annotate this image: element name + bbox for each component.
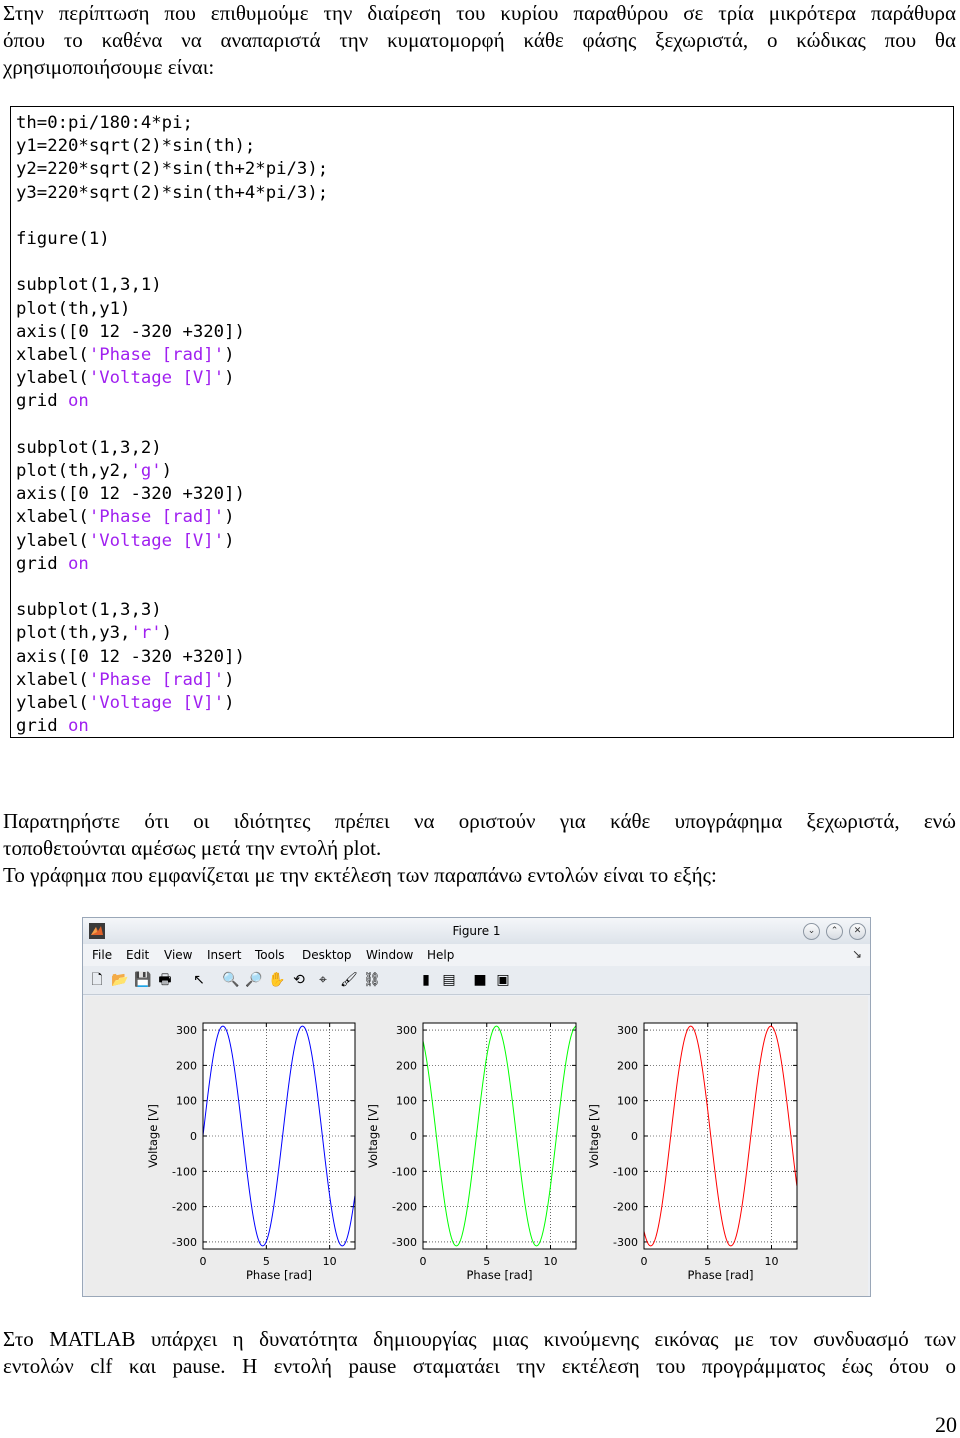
plot-area	[423, 1023, 576, 1249]
outro-paragraph	[3, 1326, 956, 1380]
x-axis-label: Phase [rad]	[687, 1268, 754, 1282]
menu-window[interactable]: Window	[366, 948, 414, 962]
x-tick-label: 0	[199, 1255, 207, 1268]
outro-line: εντολών clf και pause. Η εντολή pause σταματάει την εκτέλεση του προγράμματος έως ότου ο	[3, 1354, 956, 1378]
code-line: axis([0 12 -320 +320])	[16, 321, 245, 342]
x-tick-label: 10	[322, 1255, 337, 1268]
close-icon[interactable]: ✕	[849, 923, 866, 940]
subplots-svg	[85, 996, 868, 1296]
code-blank-line	[16, 205, 328, 228]
rotate-icon[interactable]: ⟲	[293, 972, 305, 988]
y-tick-label: 100	[617, 1094, 638, 1108]
code-line: subplot(1,3,1)	[16, 275, 162, 296]
code-line: ylabel('Voltage [V]')	[16, 530, 235, 551]
x-tick-label: 5	[704, 1255, 712, 1268]
y-tick-label: 200	[617, 1059, 638, 1073]
code-line: y2=220*sqrt(2)*sin(th+2*pi/3);	[16, 159, 329, 180]
y-axis-label: Voltage [V]	[587, 1104, 601, 1168]
window-title: Figure 1	[452, 924, 501, 938]
y-tick-label: -100	[172, 1165, 197, 1179]
y-tick-label: -100	[613, 1165, 638, 1179]
intro-line: Στην περίπτωση που επιθυμούμε την διαίρεση του κυρίου παραθύρου σε τρία μικρότερα παράθυρα	[3, 1, 956, 25]
code-line: axis([0 12 -320 +320])	[16, 484, 245, 505]
code-line: grid on	[16, 716, 89, 737]
code-line: y3=220*sqrt(2)*sin(th+4*pi/3);	[16, 182, 329, 203]
x-tick-label: 5	[262, 1255, 270, 1268]
figure-canvas	[85, 996, 868, 1296]
menu-view[interactable]: View	[164, 948, 193, 962]
code-line: xlabel('Phase [rad]')	[16, 669, 235, 690]
brush-icon[interactable]: 🖌	[340, 972, 358, 988]
code-listing	[10, 106, 954, 738]
x-tick-label: 5	[483, 1255, 491, 1268]
code-line: th=0:pi/180:4*pi;	[16, 113, 193, 133]
y-tick-label: 300	[396, 1024, 417, 1038]
code-blank-line	[16, 576, 328, 599]
code-line: xlabel('Phase [rad]')	[16, 345, 235, 365]
minimize-icon[interactable]: ⌄	[803, 923, 820, 940]
code-line: grid on	[16, 553, 89, 574]
menu-insert[interactable]: Insert	[207, 948, 242, 962]
y-tick-label: 0	[631, 1130, 638, 1143]
y-tick-label: 200	[176, 1059, 197, 1073]
code-line: y1=220*sqrt(2)*sin(th);	[16, 136, 256, 157]
x-axis-label: Phase [rad]	[245, 1268, 313, 1282]
dock-arrow-icon[interactable]: ↘	[851, 947, 862, 961]
code-blank-line	[16, 251, 328, 274]
x-tick-label: 0	[419, 1255, 427, 1268]
y-tick-label: -300	[613, 1235, 638, 1249]
menu-desktop[interactable]: Desktop	[302, 948, 352, 962]
code-line: ylabel('Voltage [V]')	[16, 693, 235, 714]
y-tick-label: -100	[392, 1165, 417, 1179]
y-tick-label: -200	[392, 1200, 417, 1214]
y-tick-label: 200	[396, 1059, 417, 1073]
y-tick-label: -300	[392, 1235, 417, 1249]
menu-help[interactable]: Help	[427, 948, 455, 962]
figure-toolbar	[83, 966, 870, 995]
code-line: xlabel('Phase [rad]')	[16, 507, 235, 528]
x-tick-label: 10	[764, 1255, 779, 1268]
intro-paragraph	[3, 0, 956, 81]
link-icon[interactable]: ⛓	[363, 972, 381, 988]
zoom-out-icon[interactable]: 🔎	[245, 972, 263, 988]
menu-edit[interactable]: Edit	[126, 948, 150, 962]
window-titlebar	[83, 918, 870, 944]
show-plot-tools-icon[interactable]: ▣	[496, 972, 510, 988]
x-axis-label: Phase [rad]	[466, 1268, 533, 1282]
maximize-icon[interactable]: ⌃	[826, 923, 843, 940]
y-tick-label: 300	[176, 1024, 197, 1038]
y-tick-label: 0	[410, 1130, 417, 1143]
y-tick-label: -300	[172, 1235, 197, 1249]
y-axis-label: Voltage [V]	[146, 1104, 160, 1168]
print-icon[interactable]: 🖶	[158, 972, 172, 988]
open-icon[interactable]: 📂	[111, 972, 129, 988]
code-line: plot(th,y1)	[16, 298, 131, 319]
y-tick-label: 100	[396, 1094, 417, 1108]
y-tick-label: 0	[190, 1130, 197, 1143]
code-line: subplot(1,3,3)	[16, 600, 162, 621]
menu-tools[interactable]: Tools	[255, 948, 285, 962]
intro-line: χρησιμοποιήσουμε είναι:	[3, 55, 215, 79]
y-tick-label: -200	[613, 1200, 638, 1214]
y-tick-label: 300	[617, 1024, 638, 1038]
code-line: plot(th,y2,'g')	[16, 461, 173, 481]
note-line: Το γράφημα που εμφανίζεται με την εκτέλεση των παραπάνω εντολών είναι το εξής:	[3, 863, 717, 887]
page-number: 20	[935, 1412, 957, 1437]
code-block	[16, 112, 328, 738]
code-blank-line	[16, 414, 328, 437]
code-line: figure(1)	[16, 229, 110, 249]
code-line: subplot(1,3,2)	[16, 437, 162, 458]
code-line: axis([0 12 -320 +320])	[16, 646, 245, 667]
y-tick-label: -200	[172, 1200, 197, 1214]
pan-icon[interactable]: ✋	[268, 972, 286, 988]
y-axis-label: Voltage [V]	[366, 1104, 380, 1168]
code-line: ylabel('Voltage [V]')	[16, 368, 235, 389]
hide-plot-tools-icon[interactable]: ■	[473, 972, 487, 988]
note-paragraph	[3, 808, 956, 889]
colorbar-icon[interactable]: ▮	[422, 972, 430, 988]
zoom-in-icon[interactable]: 🔍	[222, 972, 240, 988]
y-tick-label: 100	[176, 1094, 197, 1108]
matlab-figure-window	[82, 917, 871, 1297]
note-line: τοποθετούνται αμέσως μετά την εντολή plot.	[3, 836, 382, 860]
pointer-icon[interactable]: ↖	[193, 972, 205, 988]
x-tick-label: 10	[543, 1255, 558, 1268]
code-line: plot(th,y3,'r')	[16, 623, 173, 644]
note-line: Παρατηρήστε ότι οι ιδιότητες πρέπει να οριστούν για κάθε υπογράφημα ξεχωριστά, ενώ	[3, 809, 956, 833]
legend-icon[interactable]: ▤	[442, 972, 456, 988]
save-icon[interactable]: 💾	[134, 972, 152, 988]
code-line: grid on	[16, 391, 89, 412]
intro-line: όπου το καθένα να αναπαριστά την κυματομορφή κάθε φάσης ξεχωριστά, ο κώδικας που θα	[3, 28, 956, 52]
data-cursor-icon[interactable]: ⌖	[319, 972, 327, 988]
menu-bar	[83, 944, 870, 966]
x-tick-label: 0	[640, 1255, 648, 1268]
new-figure-icon[interactable]: 🗋	[91, 972, 103, 988]
outro-line: Στο MATLAB υπάρχει η δυνατότητα δημιουργίας μιας κινούμενης εικόνας με τον συνδυασμό των	[3, 1327, 956, 1351]
menu-file[interactable]: File	[92, 948, 113, 962]
